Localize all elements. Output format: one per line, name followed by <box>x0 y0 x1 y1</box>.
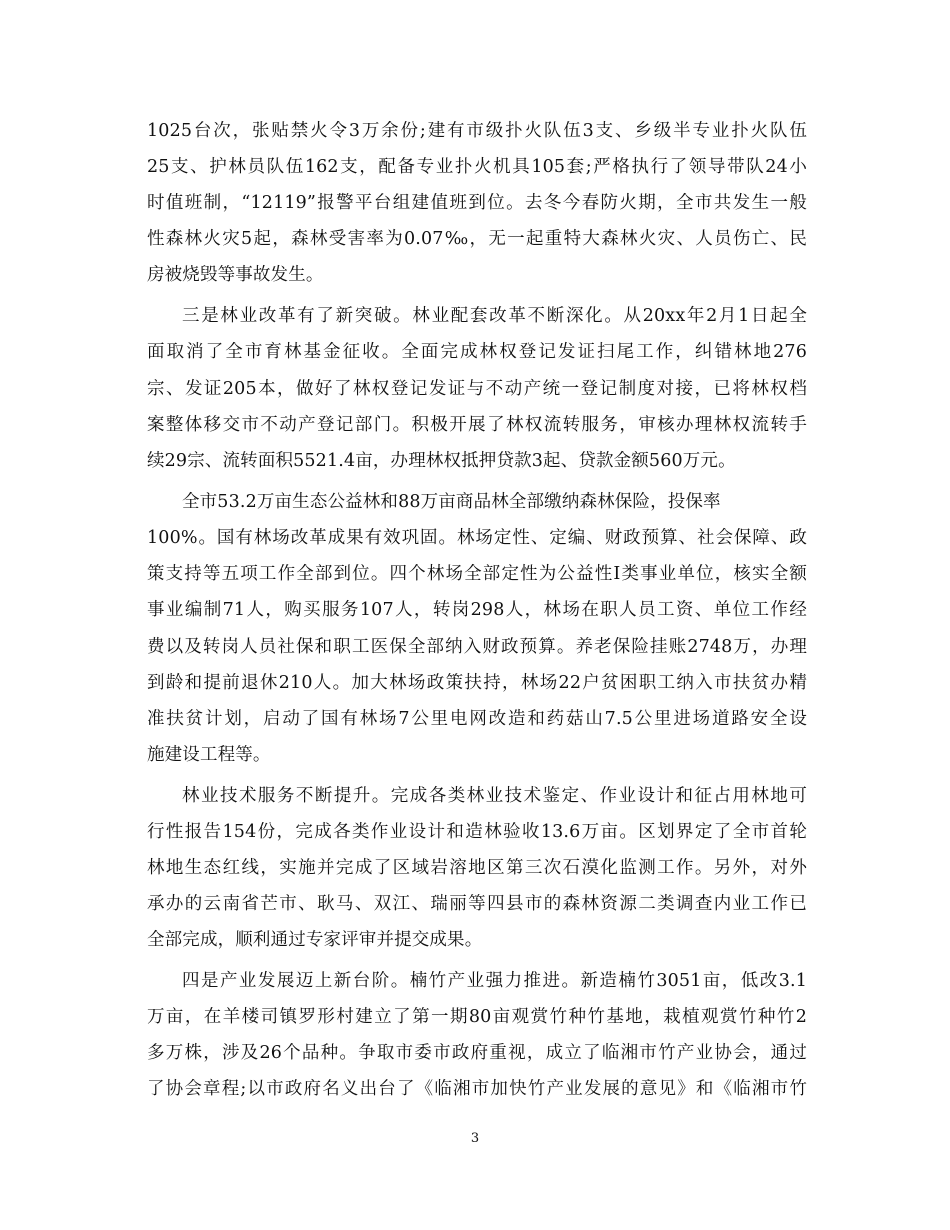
paragraph-1-line-4: 性森林火灾5起，森林受害率为0.07‰，无一起重特大森林火灾、人员伤亡、民 <box>147 229 807 249</box>
paragraph-2-line-1: 三是林业改革有了新突破。林业配套改革不断深化。从20xx年2月1日起全 <box>182 306 807 326</box>
paragraph-5-line-2: 万亩，在羊楼司镇罗形村建立了第一期80亩观赏竹种竹基地，栽植观赏竹种竹2 <box>147 1007 807 1027</box>
paragraph-1-line-1: 1025台次，张贴禁火令3万余份;建有市级扑火队伍3支、乡级半专业扑火队伍 <box>147 121 807 141</box>
paragraph-2-line-2: 面取消了全市育林基金征收。全面完成林权登记发证扫尾工作，纠错林地276 <box>147 342 807 362</box>
paragraph-3-line-3: 策支持等五项工作全部到位。四个林场全部定性为公益性I类事业单位，核实全额 <box>147 564 807 584</box>
page-number: 3 <box>470 1131 480 1146</box>
paragraph-5-line-3: 多万株，涉及26个品种。争取市委市政府重视，成立了临湘市竹产业协会，通过 <box>147 1043 807 1063</box>
paragraph-4-line-1: 林业技术服务不断提升。完成各类林业技术鉴定、作业设计和征占用林地可 <box>182 786 807 806</box>
paragraph-3-line-6: 到龄和提前退休210人。加大林场政策扶持，林场22户贫困职工纳入市扶贫办精 <box>147 673 807 693</box>
paragraph-1-line-5: 房被烧毁等事故发生。 <box>147 265 324 285</box>
paragraph-4-line-3: 林地生态红线，实施并完成了区域岩溶地区第三次石漠化监测工作。另外，对外 <box>147 858 807 878</box>
paragraph-2-line-3: 宗、发证205本，做好了林权登记发证与不动产统一登记制度对接，已将林权档 <box>147 379 807 399</box>
paragraph-4-line-5: 全部完成，顺利通过专家评审并提交成果。 <box>147 930 483 950</box>
paragraph-4-line-2: 行性报告154份，完成各类作业设计和造林验收13.6万亩。区划界定了全市首轮 <box>147 822 807 842</box>
paragraph-4-line-4: 承办的云南省芒市、耿马、双江、瑞丽等四县市的森林资源二类调查内业工作已 <box>147 894 807 914</box>
paragraph-1-line-2: 25支、护林员队伍162支，配备专业扑火机具105套;严格执行了领导带队24小 <box>147 157 807 177</box>
paragraph-5-line-1: 四是产业发展迈上新台阶。楠竹产业强力推进。新造楠竹3051亩，低改3.1 <box>182 971 807 991</box>
paragraph-3-line-7: 准扶贫计划，启动了国有林场7公里电网改造和药菇山7.5公里进场道路安全设 <box>147 709 807 729</box>
paragraph-3-line-8: 施建设工程等。 <box>147 745 271 765</box>
paragraph-3-line-2: 100%。国有林场改革成果有效巩固。林场定性、定编、财政预算、社会保障、政 <box>147 528 807 548</box>
paragraph-3-line-1: 全市53.2万亩生态公益林和88万亩商品林全部缴纳森林保险，投保率 <box>182 492 721 512</box>
paragraph-2-line-4: 案整体移交市不动产登记部门。积极开展了林权流转服务，审核办理林权流转手 <box>147 415 807 435</box>
paragraph-2-line-5: 续29宗、流转面积5521.4亩，办理林权抵押贷款3起、贷款金额560万元。 <box>147 451 736 471</box>
paragraph-3-line-5: 费以及转岗人员社保和职工医保全部纳入财政预算。养老保险挂账2748万，办理 <box>147 637 807 657</box>
paragraph-3-line-4: 事业编制71人，购买服务107人，转岗298人，林场在职人员工资、单位工作经 <box>147 600 807 620</box>
paragraph-5-line-4: 了协会章程;以市政府名义出台了《临湘市加快竹产业发展的意见》和《临湘市竹 <box>147 1079 807 1099</box>
paragraph-1-line-3: 时值班制，“12119”报警平台组建值班到位。去冬今春防火期，全市共发生一般 <box>147 193 807 213</box>
